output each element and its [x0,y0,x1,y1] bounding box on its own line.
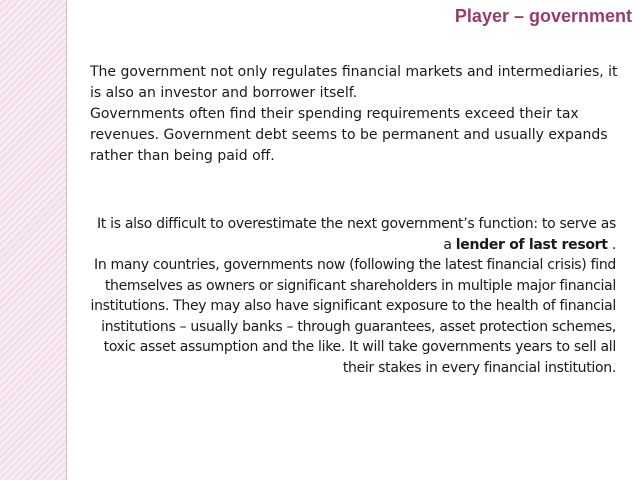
lender-emphasis: lender of last resort [455,236,608,253]
lender-paragraph [86,214,616,378]
paragraph-line-regulation: The government not only regulates financial markets and intermediaries, it is also an investor and borrower itself. [90,64,618,101]
lender-intro [86,214,616,255]
sidebar-divider [66,0,67,480]
lender-intro-text: It is also difficult to overestimate the next government’s function: to serve as a [96,216,616,253]
lender-intro-end: . [607,236,616,253]
slide-title: Player – government [454,6,632,26]
decorative-sidebar [0,0,66,480]
paragraph-line-debt: Governments often find their spending requirements exceed their tax revenues. Government debt seems to be permanent and usually expands rather than being paid off. [90,106,608,164]
intro-paragraph [90,62,625,167]
lender-body: In many countries, governments now (following the latest financial crisis) find themselves as owners or significant shareholders in multiple major financial institutions. They may also have significant exposure to the health of financial institutions – usually banks – through guarantees, asset protection schemes, toxic asset assumption and the like. It will take governments years to sell all their stakes in every financial institution. [90,257,616,376]
